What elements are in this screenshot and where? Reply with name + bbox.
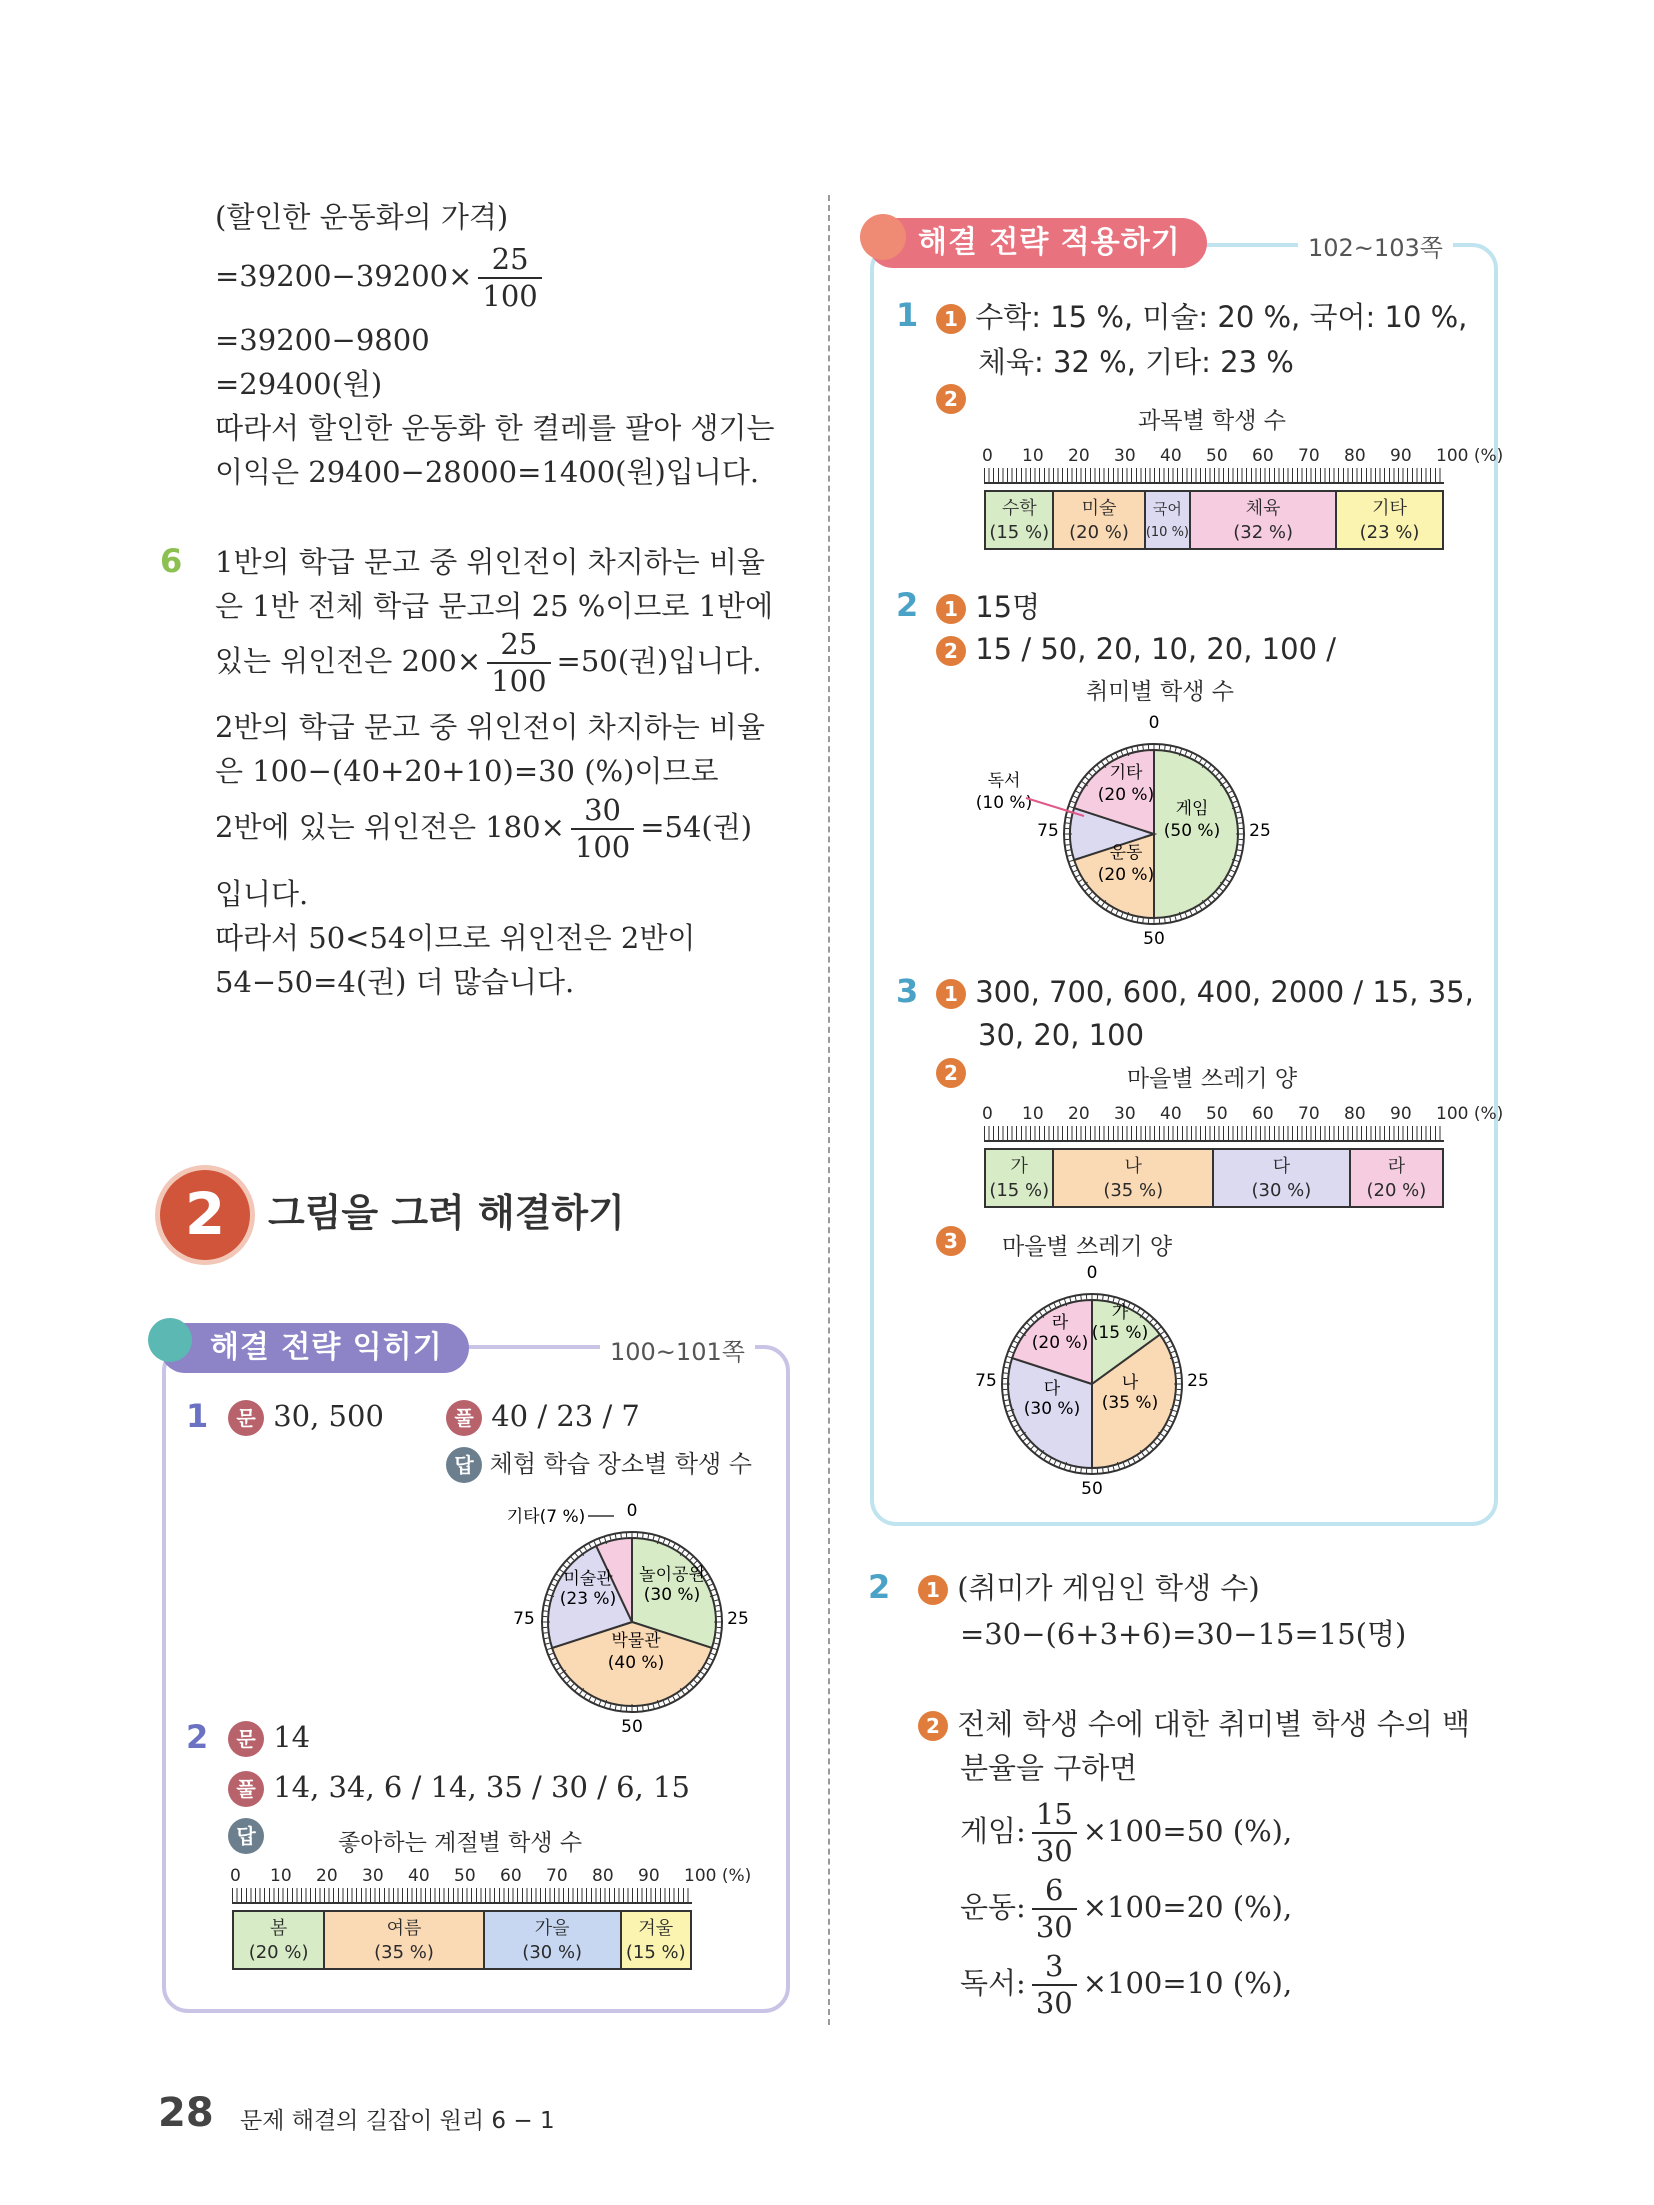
- tick-label: 60: [1252, 446, 1274, 466]
- denominator: 30: [1035, 1910, 1073, 1944]
- segment-percent: (23 %): [1359, 522, 1420, 543]
- question-number: 2: [186, 1718, 209, 1756]
- answer-text: 30, 500: [273, 1399, 384, 1433]
- tick-label: 75: [513, 1609, 535, 1629]
- tick-label: 70: [1298, 446, 1320, 466]
- slice-label: 게임: [1175, 799, 1209, 819]
- tick-row: [982, 1104, 1504, 1126]
- pie-tick: [1238, 845, 1243, 846]
- pie-tick: [716, 1611, 721, 1612]
- band-segment: [1337, 492, 1442, 548]
- step-1-icon: 1: [936, 594, 966, 624]
- formula-text: 2반에 있는 위인전은 180×: [215, 810, 565, 844]
- segment-name: 가을: [534, 1918, 570, 1939]
- formula-line: [215, 793, 753, 864]
- pie-tick: [1176, 1373, 1181, 1374]
- tick-label: 100 (%): [684, 1866, 752, 1886]
- tick-label: 0: [1086, 1263, 1098, 1283]
- tick-label: 50: [621, 1717, 643, 1737]
- tick-label: 0: [230, 1866, 241, 1886]
- tick-label: 90: [638, 1866, 660, 1886]
- pie-tick: [1165, 745, 1166, 750]
- pie-tick: [1065, 845, 1070, 846]
- formula-text: =50(권)입니다.: [556, 644, 762, 678]
- slice-label: (10 %): [975, 793, 1033, 813]
- band-segment: [234, 1912, 325, 1968]
- tick-label: 0: [626, 1501, 638, 1521]
- fraction: [1032, 1949, 1077, 2020]
- bar-chart-villages: [982, 1104, 1504, 1208]
- answer-text: (취미가 게임인 학생 수): [957, 1571, 1260, 1605]
- tick-row: [230, 1866, 752, 1888]
- answer-text: 전체 학생 수에 대한 취미별 학생 수의 백: [957, 1707, 1470, 1741]
- segment-name: 기타: [1372, 498, 1407, 519]
- dap-tag-icon: 답: [228, 1818, 264, 1854]
- ruler: [984, 468, 1444, 484]
- answer-line: [936, 627, 1336, 671]
- segment-percent: (20 %): [1366, 1180, 1427, 1201]
- tick-label: 10: [270, 1866, 292, 1886]
- question-number: 6: [160, 542, 183, 580]
- slice-label: (20 %): [1097, 865, 1155, 885]
- pie-tick: [643, 1706, 644, 1711]
- answer-line: [936, 585, 1040, 629]
- formula-label: 게임:: [960, 1814, 1026, 1848]
- tick-label: 30: [1114, 1104, 1136, 1124]
- tick-label: 80: [592, 1866, 614, 1886]
- segment-percent: (32 %): [1233, 522, 1294, 543]
- segment-name: 가: [1010, 1156, 1028, 1177]
- segment-percent: (35 %): [1103, 1180, 1164, 1201]
- pie-chart-villages: [960, 1262, 1240, 1502]
- pul-tag-icon: 풀: [228, 1771, 264, 1807]
- tick-label: 70: [546, 1866, 568, 1886]
- slice-label: (20 %): [1097, 785, 1155, 805]
- text-line: 입니다.: [215, 877, 309, 911]
- chart-title: 취미별 학생 수: [1086, 679, 1234, 705]
- step-2-icon: 2: [936, 636, 966, 666]
- fraction: [1032, 1797, 1077, 1868]
- segment-name: 라: [1387, 1156, 1406, 1177]
- band: [232, 1910, 692, 1970]
- tick-label: 20: [316, 1866, 338, 1886]
- section-number: 2: [184, 1180, 226, 1248]
- tick-label: 80: [1344, 1104, 1366, 1124]
- answer-text: 15 / 50, 20, 10, 20, 100 /: [975, 632, 1337, 666]
- step-1-icon: 1: [936, 304, 966, 334]
- tick-label: 25: [1187, 1371, 1209, 1391]
- segment-name: 체육: [1245, 498, 1281, 519]
- step-1-icon: 1: [918, 1575, 948, 1605]
- pie-slices: [1002, 1294, 1182, 1474]
- question-number: 2: [868, 1568, 891, 1606]
- tick-label: 25: [727, 1609, 749, 1629]
- question-number: 2: [896, 586, 919, 624]
- slice-label: (23 %): [559, 1589, 617, 1609]
- slice-label: 나: [1121, 1373, 1139, 1393]
- segment-name: 수학: [1001, 498, 1037, 519]
- answer-line: [446, 1442, 752, 1486]
- step-1-icon: 1: [936, 979, 966, 1009]
- pie-tick: [1143, 918, 1144, 923]
- denominator: 100: [482, 279, 538, 313]
- text-line: 따라서 50<54이므로 위인전은 2반이: [215, 921, 696, 955]
- slice-label: 운동: [1109, 843, 1143, 863]
- band-segment: [986, 1150, 1054, 1206]
- chart-title: 체험 학습 장소별 학생 수: [489, 1450, 752, 1478]
- answer-text: 체육: 32 %, 기타: 23 %: [978, 345, 1294, 379]
- page-reference: 100~101쪽: [600, 1332, 755, 1367]
- numerator: 25: [478, 245, 541, 279]
- tick-label: 75: [975, 1371, 997, 1391]
- slice-label: (15 %): [1091, 1323, 1149, 1343]
- text-line: 1반의 학급 문고 중 위인전이 차지하는 비율: [215, 545, 765, 579]
- pie-tick: [1176, 1395, 1181, 1396]
- segment-percent: (15 %): [989, 522, 1050, 543]
- section-badge: [160, 1170, 250, 1260]
- segment-name: 겨울: [638, 1918, 674, 1939]
- formula-line: [960, 1873, 1293, 1944]
- bar-chart-subjects: [982, 446, 1504, 550]
- tick-label: 30: [362, 1866, 384, 1886]
- pie-tick: [1103, 1468, 1104, 1473]
- tick-label: 20: [1068, 446, 1090, 466]
- pie-tick: [1003, 1373, 1008, 1374]
- tick-label: 30: [1114, 446, 1136, 466]
- formula-text: =54(권): [640, 810, 753, 844]
- slice-label: 라: [1051, 1313, 1069, 1333]
- step-2-row: [936, 1058, 966, 1088]
- answer-text: 300, 700, 600, 400, 2000 / 15, 35,: [975, 975, 1474, 1009]
- formula-line: [960, 1797, 1293, 1868]
- band-segment: [1054, 1150, 1214, 1206]
- slice-label: 기타(7 %): [506, 1507, 586, 1527]
- answer-text: 15명: [975, 590, 1041, 624]
- slice-label: (20 %): [1031, 1333, 1089, 1353]
- fraction: [571, 793, 634, 864]
- tick-label: 0: [982, 446, 993, 466]
- answer-line: [228, 1765, 690, 1809]
- segment-name: 다: [1272, 1156, 1291, 1177]
- tick-label: 25: [1249, 821, 1271, 841]
- answer-line: [918, 1702, 1470, 1746]
- tick-label: 0: [982, 1104, 993, 1124]
- tick-label: 50: [1206, 1104, 1228, 1124]
- segment-name: 봄: [269, 1918, 288, 1939]
- tick-label: 40: [408, 1866, 430, 1886]
- formula-line: [215, 627, 762, 698]
- section-title: 그림을 그려 해결하기: [268, 1191, 625, 1235]
- tick-label: 50: [1143, 929, 1165, 949]
- text-line: 은 1반 전체 학급 문고의 25 %이므로 1반에: [215, 589, 774, 623]
- text-line: (할인한 운동화의 가격): [215, 200, 509, 234]
- text-line: 이익은 29400−28000=1400(원)입니다.: [215, 455, 760, 489]
- segment-percent: (35 %): [374, 1942, 434, 1963]
- slice-label: 가: [1111, 1303, 1129, 1323]
- tick-row: [982, 446, 1504, 468]
- tick-label: 100 (%): [1436, 1104, 1504, 1124]
- tick-label: 50: [454, 1866, 476, 1886]
- segment-name: 국어: [1152, 500, 1182, 518]
- answer-text: =30−(6+3+6)=30−15=15(명): [960, 1617, 1407, 1651]
- mun-tag-icon: 문: [228, 1721, 264, 1757]
- answer-line: [936, 970, 1474, 1014]
- answer-text: 14: [273, 1720, 311, 1754]
- formula-text: ×100=50 (%),: [1082, 1814, 1293, 1848]
- segment-name: 나: [1124, 1156, 1142, 1177]
- band-segment: [1214, 1150, 1351, 1206]
- pie-tick: [1081, 1468, 1082, 1473]
- step-2-icon: 2: [918, 1711, 948, 1741]
- slice-label: 기타: [1109, 763, 1143, 783]
- text-line: =39200−9800: [215, 323, 430, 357]
- segment-percent: (10 %): [1145, 525, 1189, 540]
- formula-text: =39200−39200×: [215, 259, 473, 293]
- fraction: [1032, 1873, 1077, 1944]
- question-number: 3: [896, 972, 919, 1010]
- numerator: 25: [487, 630, 550, 664]
- segment-percent: (30 %): [522, 1942, 583, 1963]
- text-line: 은 100−(40+20+10)=30 (%)이므로: [215, 754, 719, 788]
- band: [984, 1148, 1444, 1208]
- pie-tick: [621, 1706, 622, 1711]
- formula-text: 있는 위인전은 200×: [215, 644, 482, 678]
- band: [984, 490, 1444, 550]
- pie-tick: [1065, 823, 1070, 824]
- tick-label: 75: [1037, 821, 1059, 841]
- dap-tag-icon: 답: [446, 1447, 482, 1483]
- tick-label: 60: [500, 1866, 522, 1886]
- chart-title: 과목별 학생 수: [1138, 408, 1286, 434]
- segment-percent: (15 %): [625, 1942, 686, 1963]
- segment-percent: (20 %): [248, 1942, 309, 1963]
- numerator: 6: [1032, 1876, 1077, 1910]
- pie-slices: [542, 1532, 722, 1712]
- answer-line: [918, 1566, 1260, 1610]
- band-segment: [325, 1912, 485, 1968]
- page-reference: 102~103쪽: [1298, 228, 1453, 263]
- pie-tick: [1238, 823, 1243, 824]
- question-number: 1: [186, 1397, 209, 1435]
- answer-text: 40 / 23 / 7: [491, 1399, 640, 1433]
- tick-label: 90: [1390, 446, 1412, 466]
- pie-tick: [1165, 918, 1166, 923]
- pie-tick: [1003, 1395, 1008, 1396]
- band-segment: [1351, 1150, 1442, 1206]
- slice-label: (30 %): [1023, 1399, 1081, 1419]
- band-segment: [485, 1912, 622, 1968]
- pie-chart-places: [500, 1500, 780, 1740]
- segment-percent: (30 %): [1251, 1180, 1312, 1201]
- page-number: 28: [158, 2090, 214, 2136]
- question-number: 1: [896, 296, 919, 334]
- answer-text: 분율을 구하면: [960, 1751, 1138, 1785]
- tick-label: 90: [1390, 1104, 1412, 1124]
- numerator: 3: [1032, 1952, 1077, 1986]
- step-2-icon: 2: [936, 1058, 966, 1088]
- slice-label: (30 %): [643, 1585, 701, 1605]
- ruler: [984, 1126, 1444, 1142]
- chart-title: 마을별 쓰레기 양: [1126, 1066, 1298, 1092]
- band-segment: [1146, 492, 1192, 548]
- numerator: 15: [1032, 1800, 1077, 1834]
- segment-percent: (15 %): [989, 1180, 1050, 1201]
- fraction: [487, 627, 550, 698]
- text-line: =29400(원): [215, 367, 383, 401]
- chart-title: 좋아하는 계절별 학생 수: [337, 1830, 583, 1856]
- slice-label: 놀이공원: [639, 1565, 705, 1585]
- pie-chart-hobbies: [960, 712, 1300, 952]
- pie-tick: [1103, 1295, 1104, 1300]
- answer-line: [228, 1394, 384, 1438]
- band-segment: [986, 492, 1054, 548]
- tick-label: 100 (%): [1436, 446, 1504, 466]
- slice-label: 다: [1043, 1379, 1061, 1399]
- answer-line: [446, 1394, 640, 1438]
- pie-tick: [1081, 1295, 1082, 1300]
- denominator: 30: [1035, 1986, 1073, 2020]
- band-segment: [1054, 492, 1145, 548]
- tick-label: 60: [1252, 1104, 1274, 1124]
- column-divider: [828, 195, 830, 2025]
- answer-text: 수학: 15 %, 미술: 20 %, 국어: 10 %,: [975, 300, 1468, 334]
- slice-label: 박물관: [611, 1631, 661, 1651]
- pie-tick: [543, 1611, 548, 1612]
- pie-tick: [716, 1633, 721, 1634]
- bar-chart-seasons: [230, 1866, 752, 1970]
- tick-label: 40: [1160, 1104, 1182, 1124]
- chart-title: 마을별 쓰레기 양: [1002, 1234, 1173, 1260]
- pie-tick: [543, 1633, 548, 1634]
- answer-line: [228, 1715, 310, 1759]
- segment-percent: (20 %): [1069, 522, 1129, 543]
- apply-ribbon: 해결 전략 적용하기: [868, 218, 1207, 268]
- tick-label: 0: [1148, 713, 1160, 733]
- step-2-row: [936, 384, 966, 414]
- tick-label: 70: [1298, 1104, 1320, 1124]
- mascot-icon: [860, 214, 906, 260]
- fraction: [478, 242, 541, 313]
- slice-label: (35 %): [1101, 1393, 1159, 1413]
- text-line: 2반의 학급 문고 중 위인전이 차지하는 비율: [215, 710, 765, 744]
- slice-label: 독서: [987, 771, 1021, 791]
- slice-label: (40 %): [607, 1653, 665, 1673]
- segment-name: 여름: [386, 1918, 422, 1939]
- mun-tag-icon: 문: [228, 1400, 264, 1436]
- pie-tick: [1143, 745, 1144, 750]
- text-line: 따라서 할인한 운동화 한 켤레를 팔아 생기는: [215, 411, 775, 445]
- tick-label: 50: [1081, 1479, 1103, 1499]
- formula-label: 독서:: [960, 1966, 1026, 2000]
- ruler: [232, 1888, 692, 1904]
- segment-name: 미술: [1081, 498, 1117, 519]
- pie-tick: [621, 1533, 622, 1538]
- text-line: 54−50=4(권) 더 많습니다.: [215, 965, 575, 999]
- tick-label: 80: [1344, 446, 1366, 466]
- band-segment: [622, 1912, 690, 1968]
- learn-ribbon: 해결 전략 익히기: [160, 1323, 469, 1373]
- step-3-row: [936, 1226, 966, 1256]
- tick-label: 50: [1206, 446, 1228, 466]
- step-2-icon: 2: [936, 384, 966, 414]
- slice-label: 미술관: [563, 1569, 613, 1589]
- tick-label: 10: [1022, 446, 1044, 466]
- denominator: 100: [491, 664, 547, 698]
- mascot-icon: [148, 1318, 192, 1362]
- formula-text: ×100=20 (%),: [1082, 1890, 1293, 1924]
- formula-text: ×100=10 (%),: [1082, 1966, 1293, 2000]
- pul-tag-icon: 풀: [446, 1400, 482, 1436]
- formula-line: [960, 1949, 1293, 2020]
- formula-label: 운동:: [960, 1890, 1026, 1924]
- answer-text: 30, 20, 100: [978, 1018, 1145, 1052]
- slice-label: (50 %): [1163, 821, 1221, 841]
- pie-tick: [643, 1533, 644, 1538]
- answer-line: [936, 295, 1467, 339]
- tick-label: 10: [1022, 1104, 1044, 1124]
- band-segment: [1191, 492, 1337, 548]
- formula-line: [215, 242, 548, 313]
- numerator: 30: [571, 796, 634, 830]
- answer-text: 14, 34, 6 / 14, 35 / 30 / 6, 15: [273, 1770, 690, 1804]
- step-3-icon: 3: [936, 1226, 966, 1256]
- tick-label: 20: [1068, 1104, 1090, 1124]
- denominator: 100: [574, 830, 631, 864]
- tick-label: 40: [1160, 446, 1182, 466]
- footer-title: 문제 해결의 길잡이 원리 6 − 1: [240, 2108, 555, 2134]
- denominator: 30: [1035, 1834, 1073, 1868]
